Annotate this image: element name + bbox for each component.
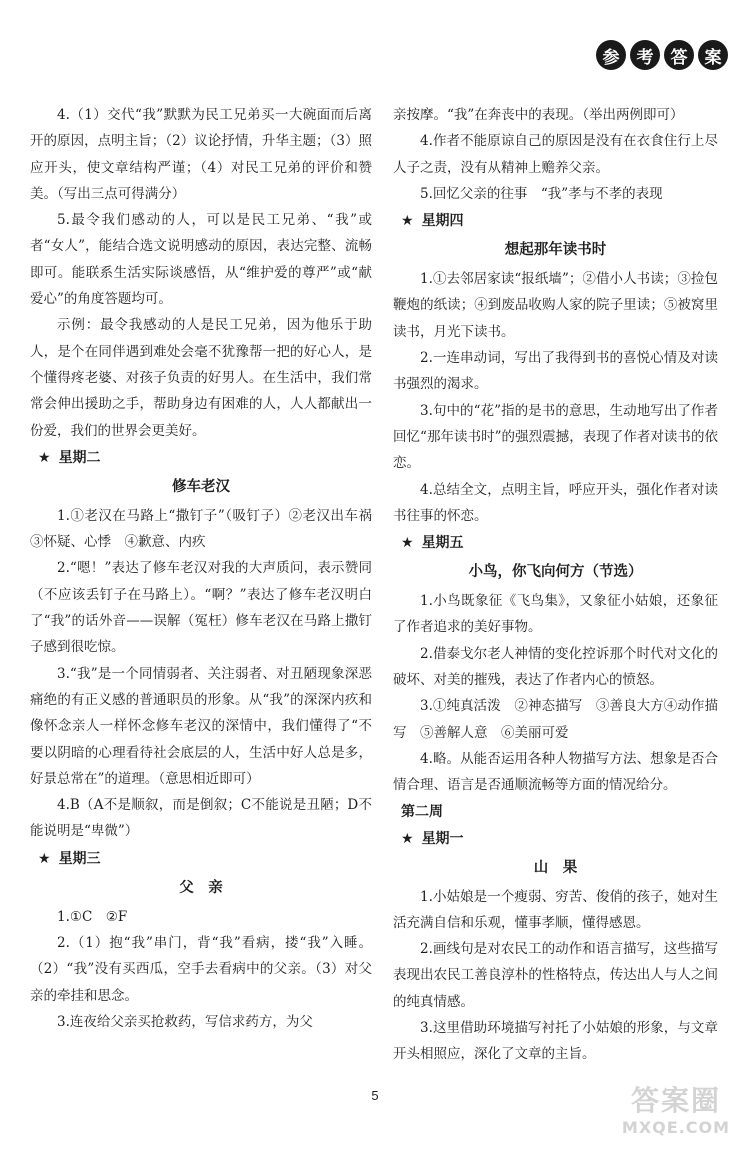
star-icon: ★ — [38, 850, 51, 867]
day-heading — [393, 825, 718, 853]
answer-paragraph: 3.“我”是一个同情弱者、关注弱者、对丑陋现象深恶痛绝的有正义感的普通职员的形象。从“我”的深深内疚和像怀念亲人一样怀念修车老汉的深情中，我们懂得了“不要以阴暗的心理看待社会底层的人，生活中好人总是多，好景总常在”的道理。（意思相近即可） — [30, 665, 372, 787]
answer-paragraph: 示例：最令我感动的人是民工兄弟，因为他乐于助人，是个在同伴遇到难处会毫不犹豫帮一把的好心人，是个懂得疼老婆、对孩子负责的好男人。在生活中，我们常常会伸出援助之手，帮助身边有困难的人，人人都献出一份爱，我们的世界会更美好。 — [30, 317, 372, 439]
answer-paragraph: 3.句中的“花”指的是书的意思，生动地写出了作者回忆“那年读书时”的强烈震撼，表现了作者对读书的依恋。 — [393, 402, 718, 472]
answer-paragraph: 1.①C ②F — [57, 908, 128, 925]
answer-paragraph: 3.连夜给父亲买抢救药，写信求药方，为父 — [57, 1013, 313, 1030]
header-badge: 考 — [630, 40, 660, 70]
star-icon: ★ — [401, 830, 414, 847]
answer-paragraph: 3.这里借助环境描写衬托了小姑娘的形象，与文章开头相照应，深化了文章的主旨。 — [393, 1020, 718, 1063]
answer-paragraph: 亲按摩。“我”在奔丧中的表现。（举出两例即可） — [393, 107, 684, 123]
star-icon: ★ — [401, 213, 414, 230]
star-icon: ★ — [401, 535, 414, 552]
answer-paragraph: 2.画线句是对农民工的动作和语言描写，这些描写表现出农民工善良淳朴的性格特点，传达出人与人之间的纯真情感。 — [393, 941, 718, 1010]
answer-paragraph: 4.B（A不是顺叙，而是倒叙；C不能说是丑陋；D不能说明是“卑微”） — [30, 797, 372, 840]
day-heading — [30, 444, 372, 472]
watermark-logo — [616, 1084, 736, 1140]
answer-paragraph: 2.一连串动词，写出了我得到书的喜悦心情及对读书强烈的渴求。 — [393, 350, 718, 393]
header-badge: 参 — [596, 40, 626, 70]
page-number: 5 — [371, 1088, 379, 1103]
day-heading-label: 星期五 — [421, 535, 464, 552]
answer-paragraph: 5.回忆父亲的往事 “我”孝与不孝的表现 — [420, 185, 663, 202]
left-column — [30, 102, 386, 1035]
answer-paragraph: 1.小姑娘是一个瘦弱、穷苦、俊俏的孩子，她对生活充满自信和乐观，懂事孝顺，懂得感恩。 — [393, 888, 718, 931]
reference-answers-header — [596, 40, 728, 70]
day-heading-label: 星期二 — [58, 449, 101, 466]
day-heading-label: 星期一 — [421, 830, 464, 847]
header-badge: 案 — [698, 40, 728, 70]
answer-paragraph: 3.①纯真活泼 ②神态描写 ③善良大方④动作描写 ⑤善解人意 ⑥美丽可爱 — [393, 698, 718, 741]
watermark-seal: 答案圈 — [630, 1084, 721, 1117]
article-title: 小鸟，你飞向何方（节选） — [468, 564, 643, 581]
star-icon: ★ — [38, 449, 51, 466]
answer-paragraph: 1.①去邻居家读“报纸墙”；②借小人书读；③捡包鞭炮的纸读；④到废品收购人家的院子里读；⑤被窝里读书，月光下读书。 — [393, 271, 718, 340]
day-heading — [393, 529, 718, 557]
answer-paragraph: 1.①老汉在马路上“撒钉子”（吸钉子）②老汉出车祸 ③怀疑、心悸 ④歉意、内疚 — [30, 507, 386, 551]
watermark-url: MXQE.COM — [621, 1118, 731, 1137]
answer-paragraph: 5.最令我们感动的人，可以是民工兄弟、“我”或者“女人”，能结合选文说明感动的原因，表达完整、流畅即可。能联系生活实际谈感悟，从“维护爱的尊严”或“献爱心”的角度答题均可。 — [30, 212, 372, 308]
answer-paragraph: 4.略。从能否运用各种人物描写方法、想象是否合情合理、语言是否通顺流畅等方面的情况给分。 — [393, 750, 718, 794]
header-badge: 答 — [664, 40, 694, 70]
day-heading-label: 星期三 — [58, 850, 101, 867]
day-heading — [30, 845, 372, 873]
answer-paragraph: 2.借泰戈尔老人神情的变化控诉那个时代对文化的破坏、对美的摧残，表达了作者内心的愤怒。 — [393, 645, 718, 689]
day-heading-label: 星期四 — [421, 213, 464, 230]
answer-paragraph: 4.作者不能原谅自己的原因是没有在衣食住行上尽人子之责，没有从精神上赡养父亲。 — [393, 133, 718, 176]
article-title: 山果 — [533, 859, 592, 876]
article-title: 想起那年读书时 — [504, 242, 607, 259]
day-heading — [393, 207, 718, 235]
right-column — [393, 102, 718, 1068]
answer-paragraph: 2.（1）抱“我”串门，背“我”看病，搂“我”入睡。（2）“我”没有买西瓜，空手去看病中的父亲。（3）对父亲的牵挂和思念。 — [30, 935, 372, 1004]
week-heading: 第二周 — [401, 803, 443, 820]
answer-paragraph: 2.“嗯！”表达了修车老汉对我的大声质问，表示赞同（不应该丢钉子在马路上）。“啊？”表达了修车老汉明白了“我”的话外音——误解（冤枉）修车老汉在马路上撒钉子感到很吃惊。 — [30, 560, 372, 656]
answer-paragraph: 1.小鸟既象征《飞鸟集》，又象征小姑娘，还象征了作者追求的美好事物。 — [393, 593, 718, 636]
answer-paragraph: 4.（1）交代“我”默默为民工兄弟买一大碗面而后离开的原因，点明主旨；（2）议论抒情，升华主题；（3）照应开头，使文章结构严谨；（4）对民工兄弟的评价和赞美。（写出三点可得满分） — [30, 107, 372, 202]
article-title: 修车老汉 — [172, 478, 230, 495]
answer-paragraph: 4.总结全文，点明主旨，呼应开头，强化作者对读书往事的怀恋。 — [393, 481, 718, 524]
article-title: 父亲 — [179, 879, 238, 896]
